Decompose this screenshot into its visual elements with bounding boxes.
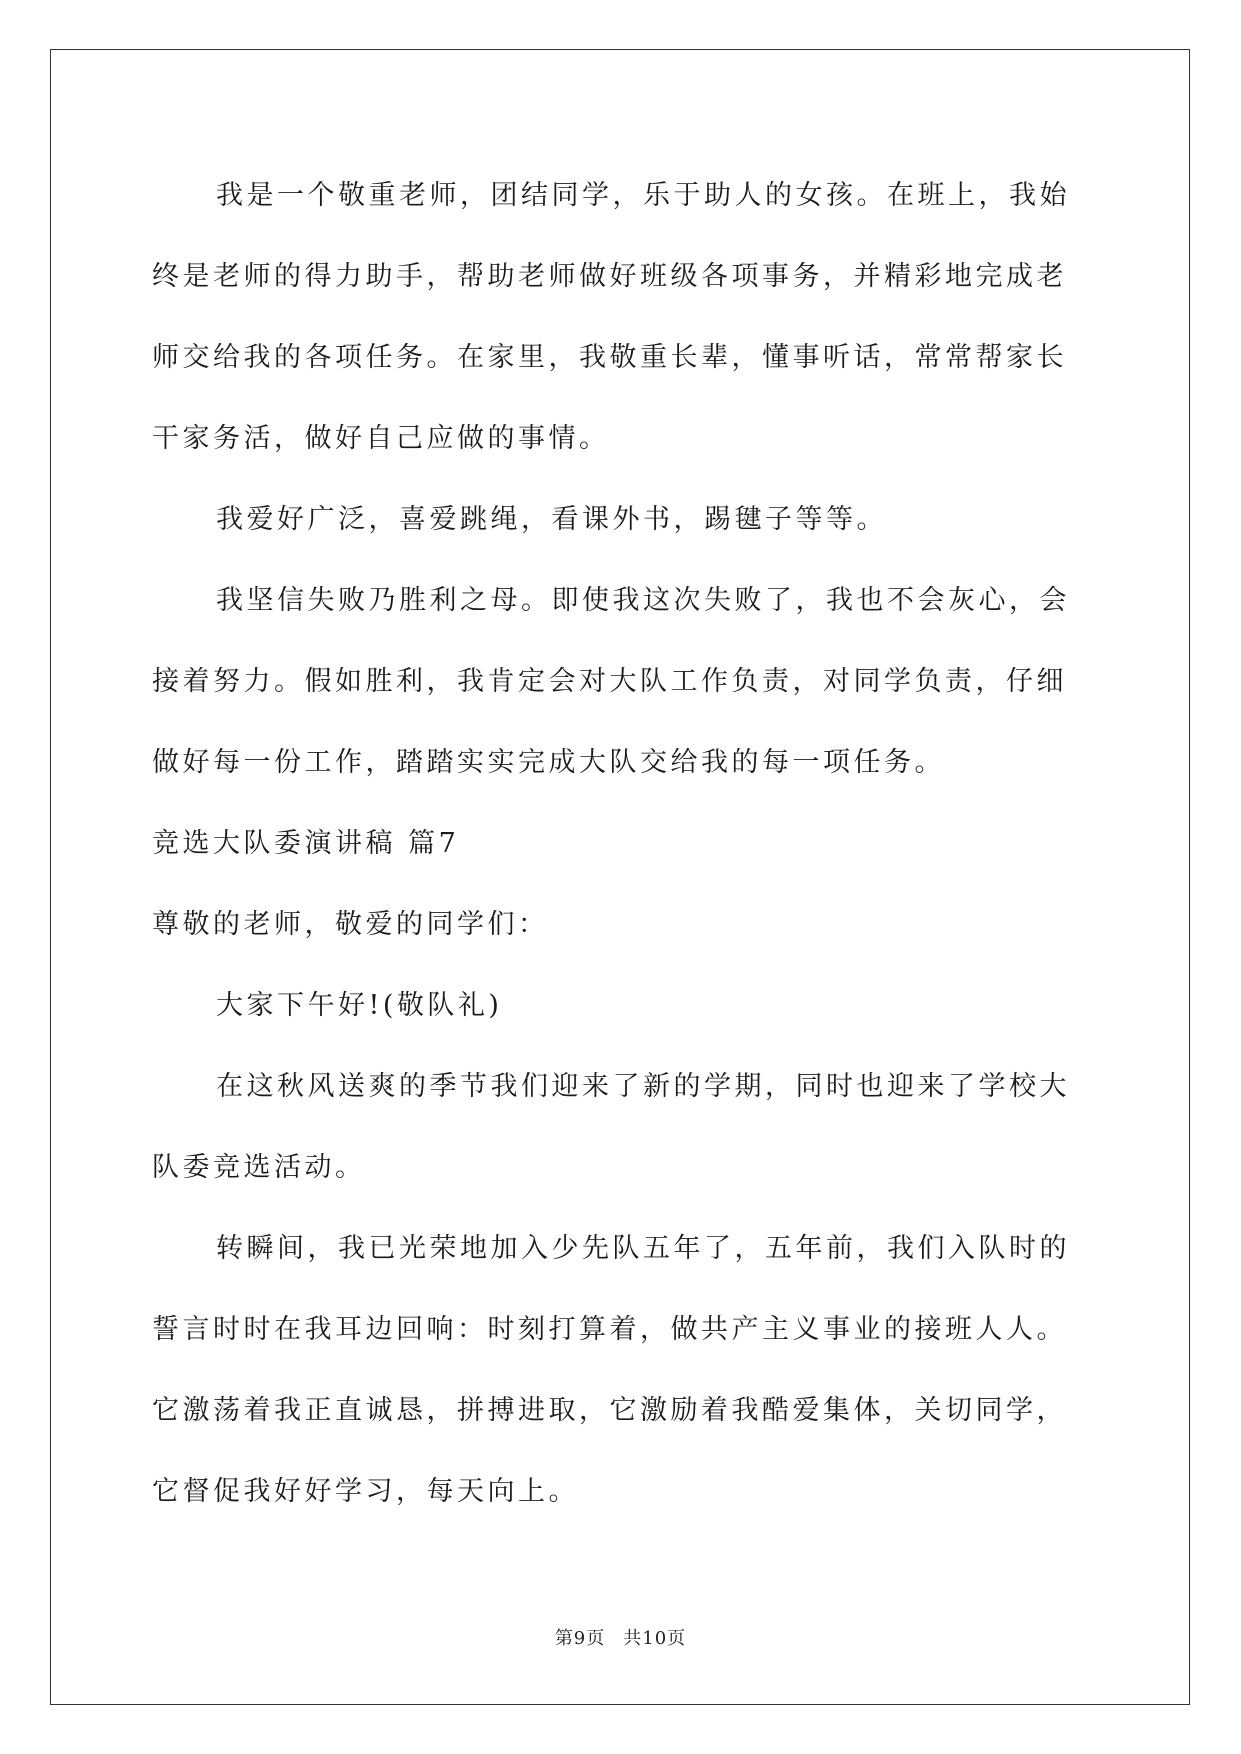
paragraph-self-introduction: 我是一个敬重老师，团结同学，乐于助人的女孩。在班上，我始终是老师的得力助手，帮助老师做好班级各项事务，并精彩地完成老师交给我的各项任务。在家里，我敬重长辈，懂事听话，常常帮家长干家务活，做好自己应做的事情。 xyxy=(152,180,1070,454)
page-number-current: 第9页 xyxy=(554,1628,606,1649)
page-footer xyxy=(0,1624,1241,1650)
paragraph-pledge: 转瞬间，我已光荣地加入少先队五年了，五年前，我们入队时的誓言时时在我耳边回响：时刻打算着，做共产主义事业的接班人人。它激荡着我正直诚恳，拼搏进取，它激励着我酷爱集体，关切同学，它督促我好好学习，每天向上。 xyxy=(152,1233,1070,1507)
salutation: 尊敬的老师，敬爱的同学们： xyxy=(152,909,549,940)
paragraph-commitment: 我坚信失败乃胜利之母。即使我这次失败了，我也不会灰心，会接着努力。假如胜利，我肯定会对大队工作负责，对同学负责，仔细做好每一份工作，踏踏实实完成大队交给我的每一项任务。 xyxy=(152,585,1070,778)
paragraph-greeting: 大家下午好!(敬队礼) xyxy=(216,990,503,1021)
page-number-total: 共10页 xyxy=(623,1628,687,1649)
section-heading: 竞选大队委演讲稿 篇7 xyxy=(152,828,460,859)
paragraph-hobbies: 我爱好广泛，喜爱跳绳，看课外书，踢毽子等等。 xyxy=(216,504,887,535)
paragraph-opening: 在这秋风送爽的季节我们迎来了新的学期，同时也迎来了学校大队委竞选活动。 xyxy=(152,1071,1070,1183)
document-body xyxy=(152,155,1088,1532)
